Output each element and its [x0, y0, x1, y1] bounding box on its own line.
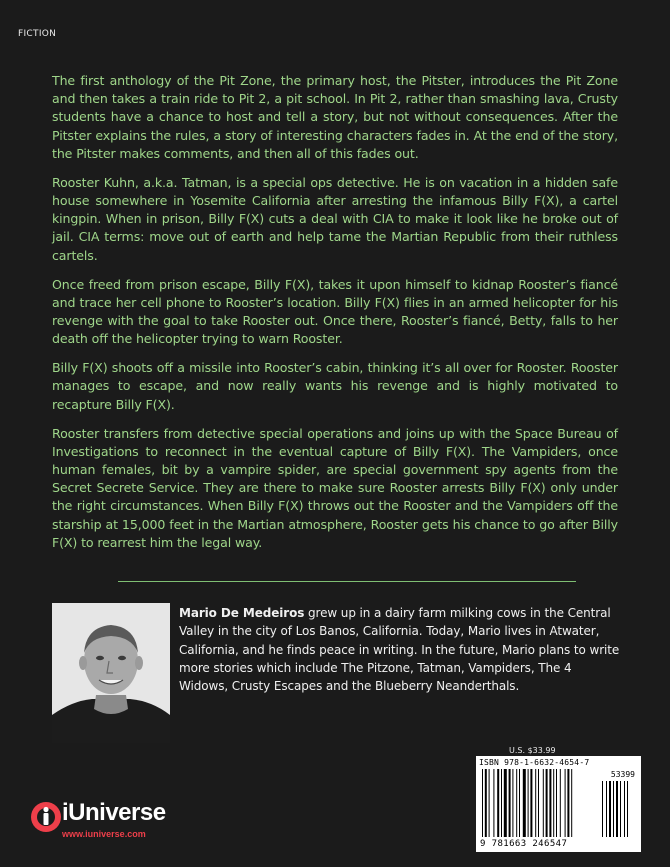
barcode-stripe — [523, 769, 526, 837]
publisher-url: www.iuniverse.com — [62, 829, 146, 839]
blurb-paragraph: Once freed from prison escape, Billy F(X), takes it upon himself to kidnap Rooster’s fiancé and trace her cell phone to Rooster’s location. Billy F(X) flies in an armed helicopter for his revenge with the goal to take Rooster out. Once there, Rooster’s fiancé, Betty, falls to her death off the helicopter trying to warn Rooster. — [52, 276, 618, 347]
blurb-paragraph: Rooster transfers from detective special operations and joins up with the Space Bureau of Investigations to reconnect in the eventual capture of Billy F(X). The Vampiders, once human females, bit by a vampire spider, are special government spy agents from the Secret Secrete Service. They are there to make sure Rooster arrests Billy F(X) only under the right circumstances. When Billy F(X) throws out the Rooster and the Vampiders off the starship at 15,000 feet in the Martian atmosphere, Rooster gets his chance to go after Billy F(X) to rearrest him the legal way. — [52, 425, 618, 550]
barcode-addon-stripe — [620, 781, 621, 837]
barcode-stripe — [489, 769, 490, 837]
iuniverse-logo-icon — [30, 799, 62, 835]
isbn-text: ISBN 978-1-6632-4654-7 — [479, 758, 590, 767]
barcode-addon-stripe — [616, 781, 618, 837]
barcode-stripe — [528, 769, 529, 837]
barcode-stripe — [482, 769, 483, 837]
barcode-addon-stripe — [624, 781, 625, 837]
barcode-stripe — [571, 769, 572, 837]
barcode-stripe — [538, 769, 539, 837]
barcode-stripe — [530, 769, 532, 837]
author-name: Mario De Medeiros — [179, 606, 305, 620]
barcode-stripe — [549, 769, 551, 837]
barcode-addon-stripe — [602, 781, 603, 837]
barcode-stripe — [565, 769, 566, 837]
barcode-stripe — [493, 769, 494, 837]
barcode-stripe — [516, 769, 517, 837]
barcode-stripe — [553, 769, 554, 837]
barcode-stripe — [556, 769, 557, 837]
barcode-stripe — [497, 769, 499, 837]
barcode-stripe — [560, 769, 561, 837]
barcode-stripe — [509, 769, 511, 837]
barcode-stripe — [485, 769, 487, 837]
author-bio-text: grew up in a dairy farm milking cows in the Central Valley in the city of Los Banos, California. Today, Mario lives in Atwater, California, and he finds peace in writing. In the future, Mario plans to write more stories which include The Pitzone, Tatman, Vampiders, The 4 Widows, Crusty Escapes and the Blueberry Neanderthals. — [179, 606, 620, 694]
author-photo — [52, 603, 170, 743]
barcode-stripe — [546, 769, 548, 837]
barcode-stripe — [567, 769, 569, 837]
blurb-paragraph: Rooster Kuhn, a.k.a. Tatman, is a special ops detective. He is on vacation in a hidden safe house somewhere in Yosemite California after arresting the infamous Billy F(X), a cartel kingpin. When in prison, Billy F(X) cuts a deal with CIA to make it look like he broke out of jail. CIA terms: move out of earth and help tame the Martian Republic from their ruthless cartels. — [52, 174, 618, 263]
publisher-logo — [30, 797, 200, 843]
back-cover-blurb — [52, 72, 618, 563]
barcode-stripe — [519, 769, 520, 837]
barcode-stripe — [535, 769, 536, 837]
price-label: U.S. $33.99 — [509, 746, 556, 755]
barcode-stripe — [543, 769, 544, 837]
author-bio — [179, 604, 624, 695]
barcode-addon-stripe — [627, 781, 628, 837]
ean-digits: 9 781663 246547 — [480, 839, 568, 849]
price-code: 53399 — [610, 770, 635, 779]
blurb-paragraph: The first anthology of the Pit Zone, the primary host, the Pitster, introduces the Pit Zone and then takes a train ride to Pit 2, a pit school. In Pit 2, rather than smashing lava, Crusty students have a chance to host and tell a story, but not without consequences. After the Pitster explains the rules, a story of interesting characters fades in. At the end of the story, the Pitster makes comments, and then all of this fades out. — [52, 73, 618, 161]
isbn-barcode — [476, 756, 641, 852]
publisher-name: iUniverse — [62, 799, 166, 826]
barcode-addon-stripe — [613, 781, 614, 837]
barcode-addon-stripe — [609, 781, 611, 837]
genre-label: FICTION — [18, 29, 57, 39]
barcode-stripe — [512, 769, 513, 837]
barcode-addon-stripe — [606, 781, 607, 837]
blurb-paragraph: Billy F(X) shoots off a missile into Rooster’s cabin, thinking it’s all over for Rooster. Rooster manages to escape, and now really wants his revenge and is highly motivated to recapture Billy F(X). — [52, 360, 618, 412]
section-divider — [118, 581, 576, 582]
barcode-stripe — [504, 769, 507, 837]
barcode-bars — [476, 756, 641, 852]
barcode-stripe — [501, 769, 502, 837]
author-portrait-image — [52, 603, 170, 743]
